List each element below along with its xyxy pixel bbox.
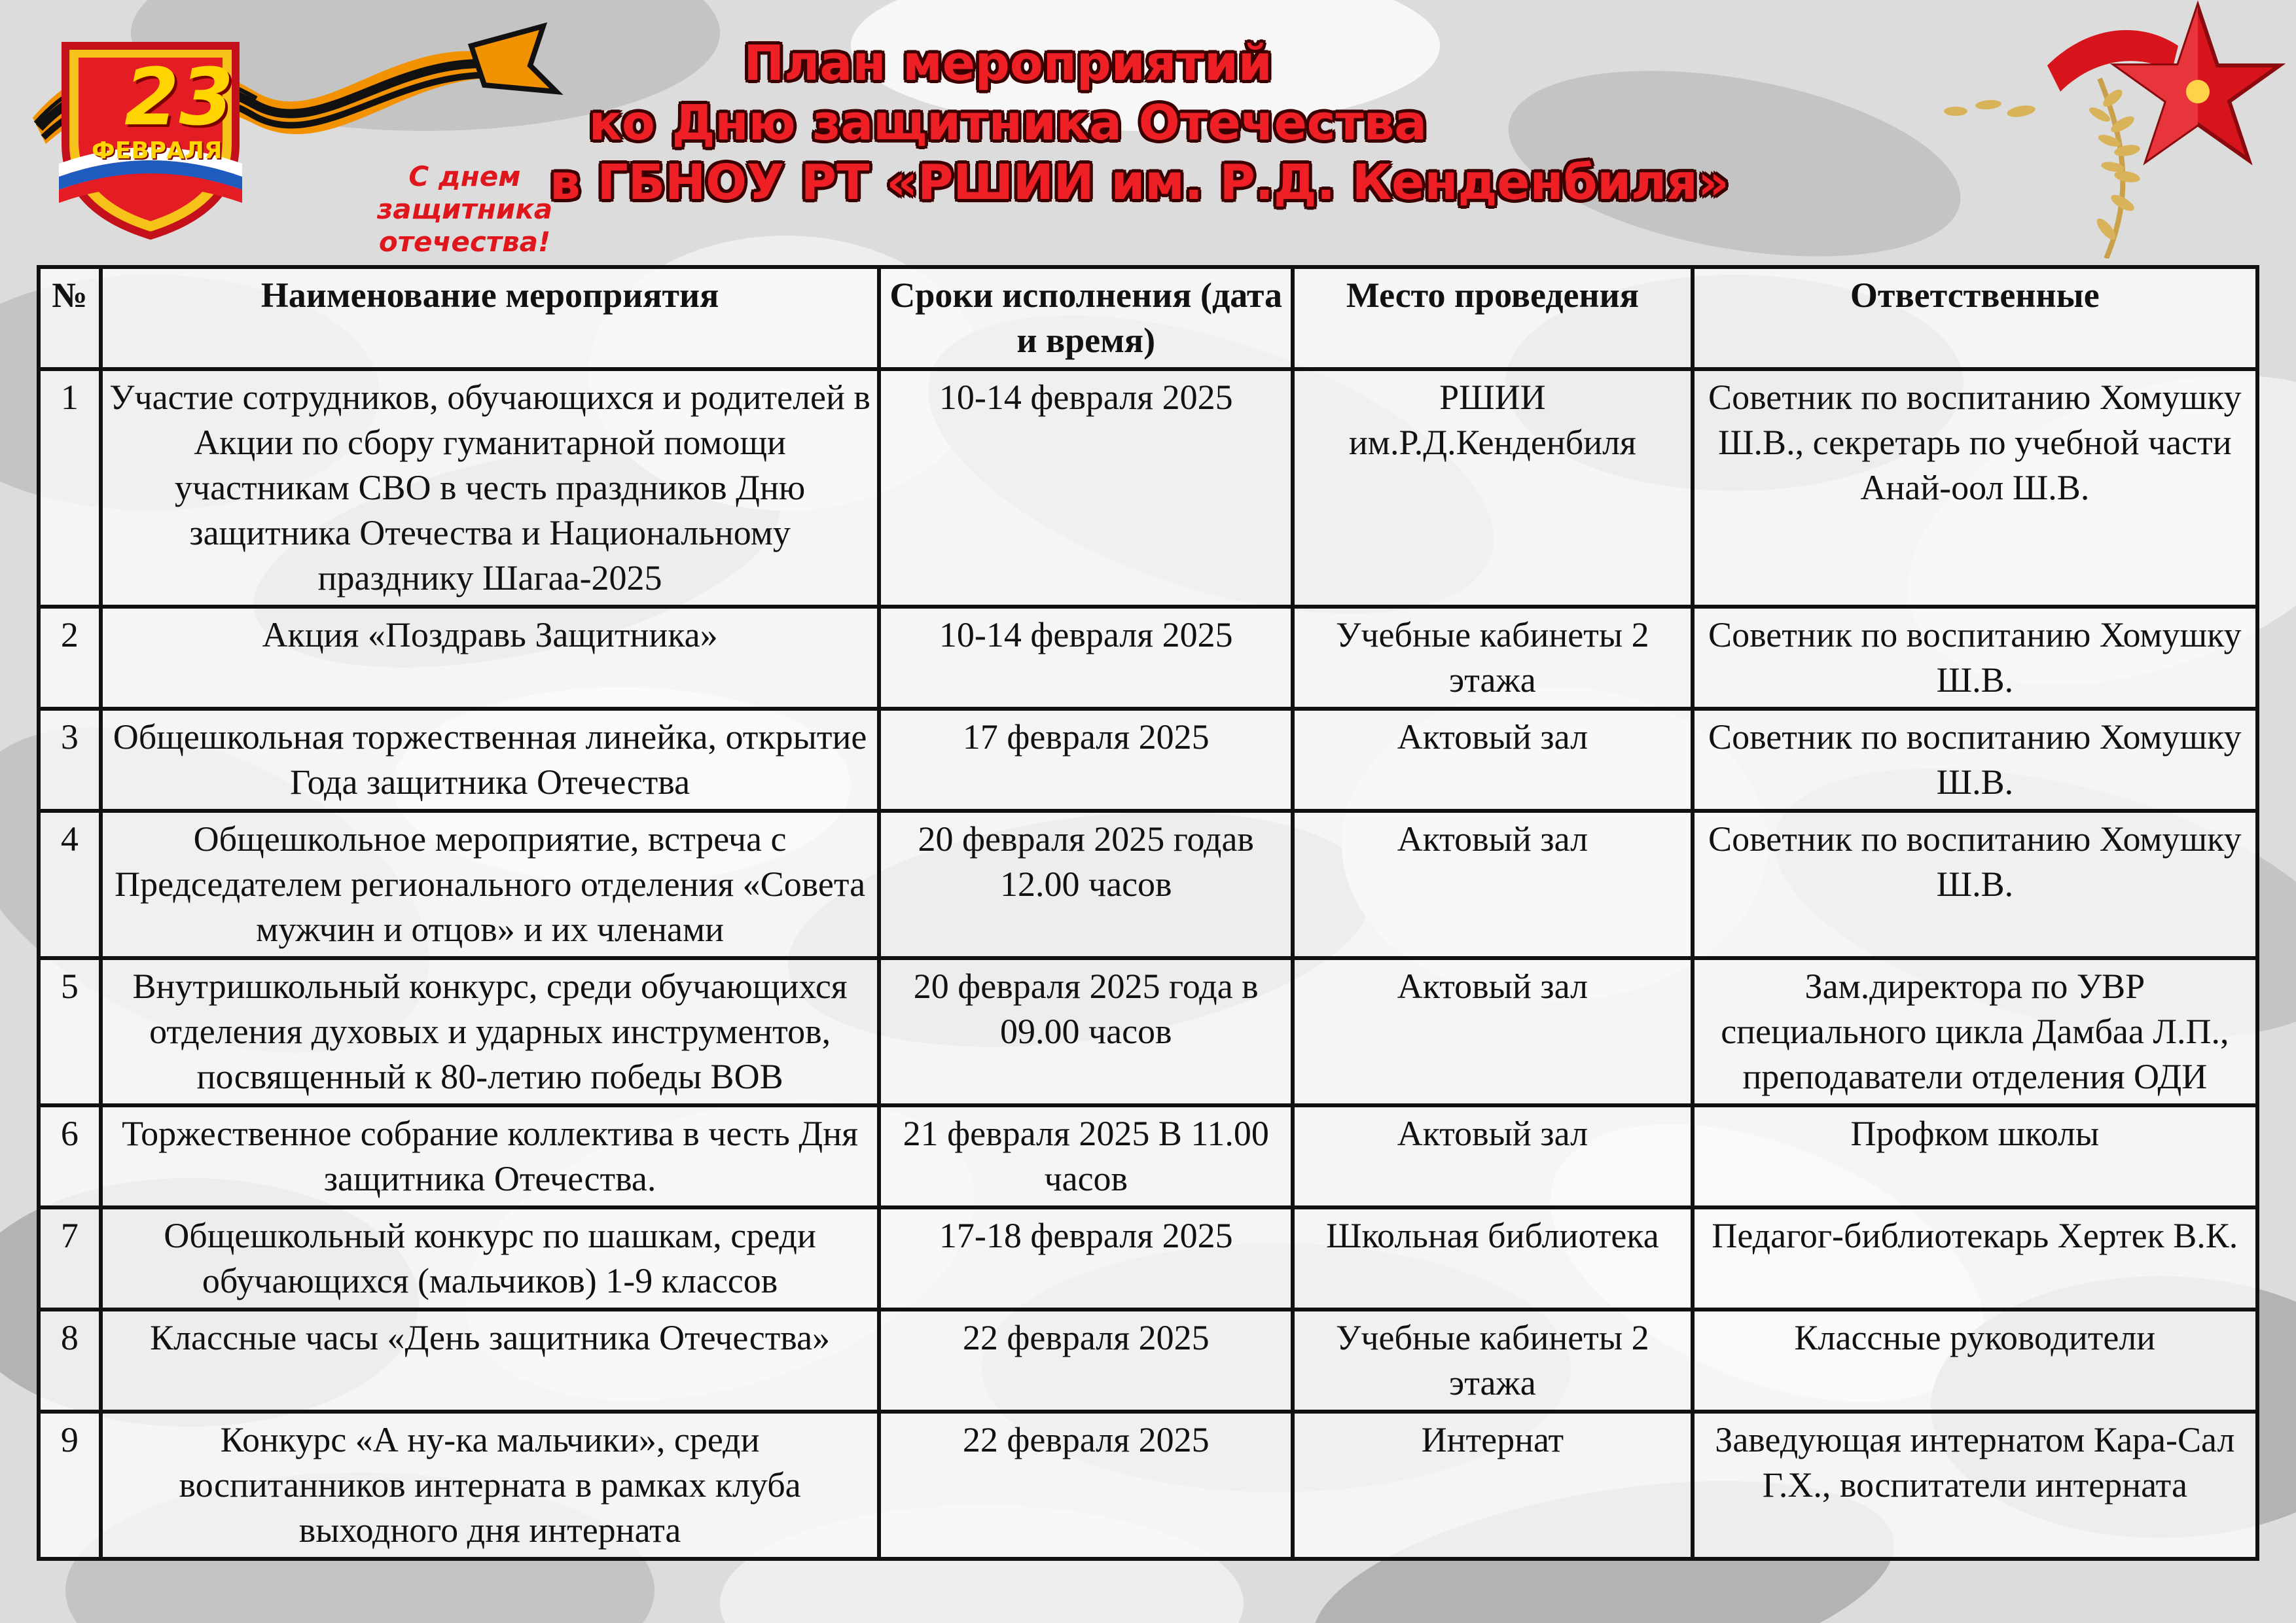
row-num: 1	[39, 369, 101, 607]
row-responsible: Педагог-библиотекарь Хертек В.К.	[1693, 1207, 2257, 1310]
title-line-3: в ГБНОУ РТ «РШИИ им. Р.Д. Кенденбиля»	[550, 154, 1729, 211]
row-responsible: Советник по воспитанию Хомушку Ш.В.	[1693, 811, 2257, 958]
row-responsible: Классные руководители	[1693, 1310, 2257, 1412]
greeting-line-3: отечества!	[378, 226, 551, 258]
badge-number: 23	[124, 52, 234, 143]
row-dates: 20 февраля 2025 годав 12.00 часов	[879, 811, 1293, 958]
red-star-icon	[1890, 0, 2296, 259]
row-place: Учебные кабинеты 2 этажа	[1293, 1310, 1693, 1412]
row-responsible: Заведующая интернатом Кара-Сал Г.Х., воспитатели интерната	[1693, 1412, 2257, 1559]
row-name: Конкурс «А ну-ка мальчики», среди воспитанников интерната в рамках клуба выходного дня интерната	[101, 1412, 880, 1559]
row-responsible: Советник по воспитанию Хомушку Ш.В., секретарь по учебной части Анай-оол Ш.В.	[1693, 369, 2257, 607]
row-place: Учебные кабинеты 2 этажа	[1293, 607, 1693, 709]
row-num: 4	[39, 811, 101, 958]
row-dates: 17 февраля 2025	[879, 709, 1293, 811]
table-row	[39, 1412, 2257, 1559]
row-num: 5	[39, 958, 101, 1105]
row-num: 3	[39, 709, 101, 811]
row-responsible: Советник по воспитанию Хомушку Ш.В.	[1693, 607, 2257, 709]
row-num: 7	[39, 1207, 101, 1310]
row-responsible: Профком школы	[1693, 1105, 2257, 1207]
row-place: Актовый зал	[1293, 811, 1693, 958]
red-star-decoration	[1890, 0, 2296, 259]
row-num: 2	[39, 607, 101, 709]
row-dates: 22 февраля 2025	[879, 1412, 1293, 1559]
row-dates: 10-14 февраля 2025	[879, 607, 1293, 709]
title-line-1: План мероприятий	[744, 35, 1272, 92]
row-name: Акция «Поздравь Защитника»	[101, 607, 880, 709]
row-place: Актовый зал	[1293, 1105, 1693, 1207]
greeting-line-1: С днем	[408, 160, 521, 192]
header-dates: Сроки исполнения (дата и время)	[879, 267, 1293, 369]
table-row	[39, 369, 2257, 607]
table-row	[39, 1105, 2257, 1207]
header-name: Наименование мероприятия	[101, 267, 880, 369]
table-header-row	[39, 267, 2257, 369]
defender-day-emblem	[20, 13, 569, 258]
table-row	[39, 1207, 2257, 1310]
row-num: 6	[39, 1105, 101, 1207]
row-name: Торжественное собрание коллектива в честь Дня защитника Отечества.	[101, 1105, 880, 1207]
row-place: Актовый зал	[1293, 958, 1693, 1105]
row-place: Актовый зал	[1293, 709, 1693, 811]
row-dates: 17-18 февраля 2025	[879, 1207, 1293, 1310]
table-row	[39, 1310, 2257, 1412]
row-name: Классные часы «День защитника Отечества»	[101, 1310, 880, 1412]
badge-month: ФЕВРАЛЯ	[92, 137, 223, 164]
table-row	[39, 607, 2257, 709]
header-num: №	[39, 267, 101, 369]
header-responsible: Ответственные	[1693, 267, 2257, 369]
header-place: Место проведения	[1293, 267, 1693, 369]
title-line-2: ко Дню защитника Отечества	[588, 95, 1427, 151]
row-dates: 10-14 февраля 2025	[879, 369, 1293, 607]
row-name: Общешкольное мероприятие, встреча с Председателем регионального отделения «Совета мужчин и отцов» и их членами	[101, 811, 880, 958]
row-name: Участие сотрудников, обучающихся и родителей в Акции по сбору гуманитарной помощи участникам СВО в честь праздников Дню защитника Отечества и Национальному празднику Шагаа-2025	[101, 369, 880, 607]
row-responsible: Зам.директора по УВР специального цикла Дамбаа Л.П., преподаватели отделения ОДИ	[1693, 958, 2257, 1105]
table-row	[39, 958, 2257, 1105]
page-title	[550, 34, 1729, 213]
row-num: 9	[39, 1412, 101, 1559]
table-row	[39, 709, 2257, 811]
row-name: Общешкольная торжественная линейка, открытие Года защитника Отечества	[101, 709, 880, 811]
page-header	[0, 0, 2296, 259]
row-place: РШИИ им.Р.Д.Кенденбиля	[1293, 369, 1693, 607]
row-num: 8	[39, 1310, 101, 1412]
row-place: Интернат	[1293, 1412, 1693, 1559]
events-table	[37, 265, 2259, 1561]
row-place: Школьная библиотека	[1293, 1207, 1693, 1310]
greeting-line-2: защитника	[376, 193, 553, 225]
row-dates: 22 февраля 2025	[879, 1310, 1293, 1412]
row-dates: 21 февраля 2025 В 11.00 часов	[879, 1105, 1293, 1207]
row-name: Общешкольный конкурс по шашкам, среди обучающихся (мальчиков) 1-9 классов	[101, 1207, 880, 1310]
row-name: Внутришкольный конкурс, среди обучающихся отделения духовых и ударных инструментов, посвященный к 80-летию победы ВОВ	[101, 958, 880, 1105]
row-responsible: Советник по воспитанию Хомушку Ш.В.	[1693, 709, 2257, 811]
table-row	[39, 811, 2257, 958]
greeting-text	[347, 160, 583, 259]
row-dates: 20 февраля 2025 года в 09.00 часов	[879, 958, 1293, 1105]
